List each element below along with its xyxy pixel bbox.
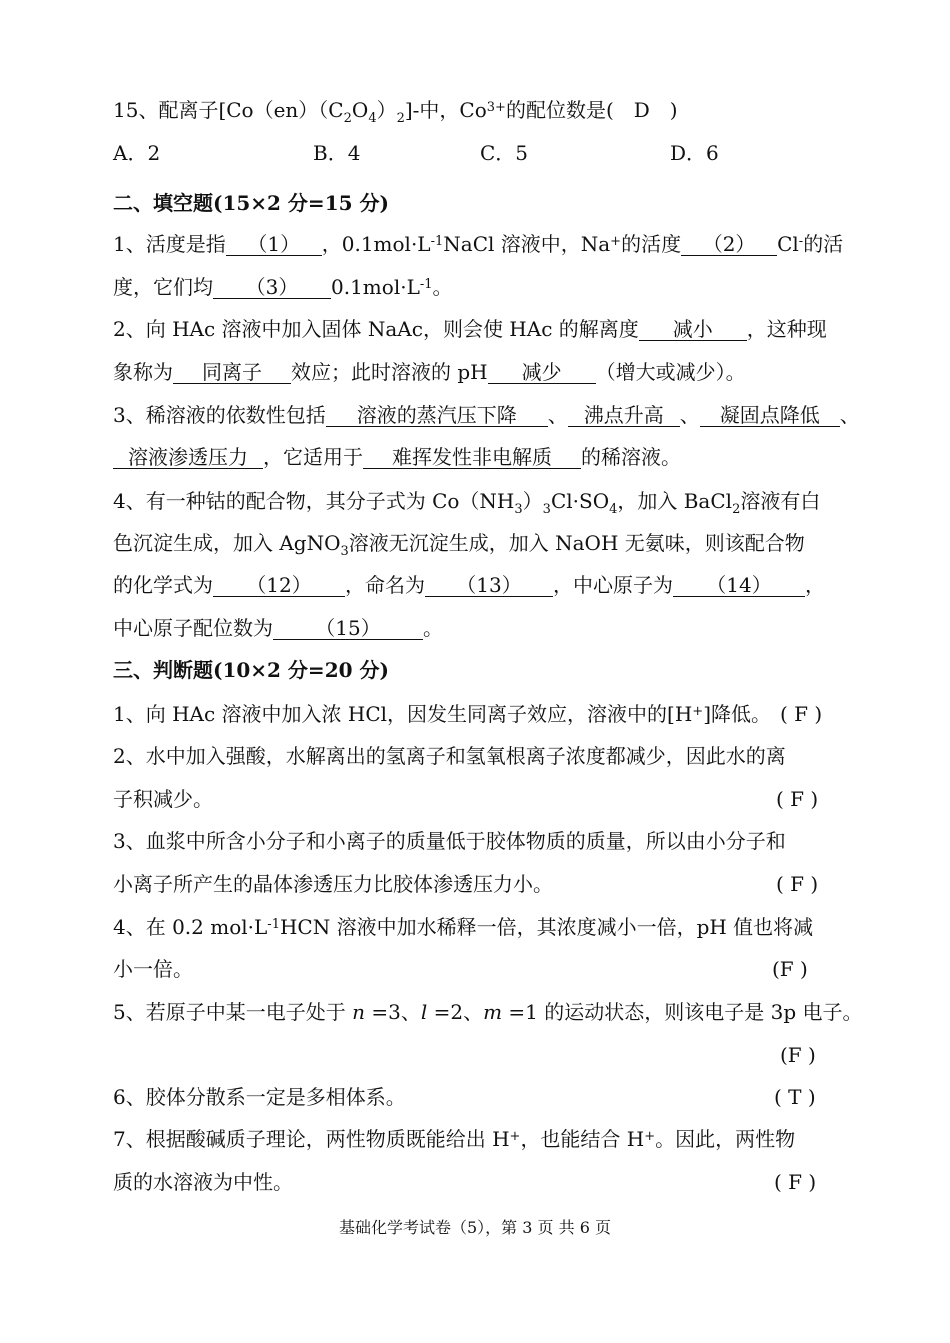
fill3-blank2: 沸点升高	[568, 404, 680, 427]
judge7-sup2: +	[644, 1129, 656, 1144]
fill2-blank3: 减少	[488, 361, 596, 384]
fill-4-line1	[113, 488, 821, 517]
judge4-sup: -1	[267, 917, 280, 932]
fill1-sup4: -1	[419, 277, 433, 292]
fill4-sub1: 3	[514, 502, 523, 517]
fill4-l: 中心原子配位数为	[113, 616, 273, 640]
fill-2-line1	[113, 316, 827, 342]
judge4-b: HCN 溶液中加水稀释一倍，其浓度减小一倍，pH 值也将减	[279, 915, 814, 939]
question-15	[113, 97, 678, 126]
q15-sub1: 2	[343, 111, 352, 126]
fill4-c: Cl·SO	[550, 489, 610, 513]
fill-4-line4	[113, 615, 443, 641]
q15-text: 15、配离子[Co（en）（C	[113, 98, 344, 122]
fill3-f: 的稀溶液。	[581, 445, 681, 469]
judge-2-line1: 2、水中加入强酸，水解离出的氢离子和氢氧根离子浓度都减少，因此水的离	[113, 744, 786, 768]
judge7-b: ，也能结合 H	[520, 1127, 645, 1151]
judge5-a: 5、若原子中某一电子处于	[113, 1000, 353, 1024]
fill2-a: 2、向 HAc 溶液中加入固体 NaAc，则会使 HAc 的解离度	[113, 317, 639, 341]
q15-end: )	[669, 98, 678, 122]
fill-4-line3	[113, 572, 825, 598]
fill3-d: 、	[839, 403, 860, 427]
judge5-b: =3、	[364, 1000, 421, 1024]
q15-sub2: 4	[368, 111, 377, 126]
fill3-blank5: 难挥发性非电解质	[363, 446, 581, 469]
fill3-blank4: 溶液渗透压力	[113, 446, 263, 469]
judge2-answer: ( F )	[776, 787, 819, 811]
judge5-l: l	[420, 1000, 428, 1024]
judge1-b: ]降低。	[703, 702, 771, 726]
fill4-sub4: 2	[732, 502, 741, 517]
fill4-blank4: （15）	[273, 617, 423, 640]
fill1-i: 。	[432, 275, 453, 299]
q15-sup: 3+	[486, 100, 506, 115]
fill1-g: 度，它们均	[113, 275, 213, 299]
fill4-blank1: （12）	[213, 574, 345, 597]
fill1-d: 的活度	[621, 232, 682, 256]
fill-1-line2	[113, 274, 453, 300]
fill1-sup1: -1	[430, 234, 444, 249]
fill4-h: 的化学式为	[113, 573, 213, 597]
judge-2-line2: 子积减少。	[113, 787, 213, 811]
fill1-sup3: -	[798, 234, 804, 249]
fill4-k: ，	[805, 573, 825, 597]
q15-mid: ]-中，Co	[404, 98, 487, 122]
judge-5-line1	[113, 999, 863, 1025]
fill1-blank2: （2）	[681, 233, 777, 256]
judge5-m: m	[483, 1000, 503, 1024]
fill1-c: NaCl 溶液中，Na	[443, 232, 611, 256]
fill4-sub5: 3	[340, 544, 349, 559]
fill4-b: ）	[522, 489, 543, 513]
judge6-answer: ( T )	[774, 1085, 816, 1109]
fill4-e: 溶液有白	[740, 489, 821, 513]
section-fill-blank-title: 二、填空题(15×2 分=15 分)	[113, 191, 389, 215]
q15-option-d: D．6	[670, 141, 719, 165]
fill1-sup2: +	[610, 234, 622, 249]
q15-after: 的配位数是(	[505, 98, 614, 122]
fill-3-line2	[113, 444, 681, 470]
fill1-e: Cl	[777, 232, 799, 256]
fill1-blank1: （1）	[226, 233, 322, 256]
fill1-b: ，0.1mol·L	[321, 232, 431, 256]
q15-o: O	[351, 98, 369, 122]
judge4-answer: (F )	[772, 957, 808, 981]
q15-option-c: C．5	[480, 141, 529, 165]
judge7-a: 7、根据酸碱质子理论，两性物质既能给出 H	[113, 1127, 510, 1151]
page-footer: 基础化学考试卷（5），第 3 页 共 6 页	[339, 1218, 611, 1237]
q15-option-a: A．2	[113, 141, 161, 165]
fill3-c: 、	[679, 403, 700, 427]
q15-option-b: B．4	[313, 141, 361, 165]
fill3-blank1: 溶液的蒸汽压下降	[326, 404, 548, 427]
q15-sub3: 2	[396, 111, 405, 126]
fill4-d: ，加入 BaCl	[617, 489, 733, 513]
judge4-a: 4、在 0.2 mol·L	[113, 915, 268, 939]
judge3-answer: ( F )	[776, 872, 819, 896]
fill1-f: 的活	[803, 232, 844, 256]
fill2-blank2: 同离子	[173, 361, 291, 384]
judge-7-line2: 质的水溶液为中性。	[113, 1170, 293, 1194]
judge1-answer: ( F )	[780, 702, 823, 726]
judge-4-line2: 小一倍。	[113, 957, 193, 981]
judge1-sup: +	[692, 704, 704, 719]
fill2-b: ，这种现	[746, 317, 827, 341]
fill-4-line2	[113, 530, 805, 559]
judge5-d: =1 的运动状态，则该电子是 3p 电子。	[502, 1000, 863, 1024]
fill4-sub3: 4	[609, 502, 618, 517]
judge7-c: 。因此，两性物	[655, 1127, 796, 1151]
judge-1	[113, 701, 771, 727]
section-judgement-title: 三、判断题(10×2 分=20 分)	[113, 658, 389, 682]
fill3-blank3: 凝固点降低	[700, 404, 840, 427]
fill2-e: （增大或减少）。	[595, 360, 746, 384]
judge-7-line1	[113, 1126, 795, 1152]
fill4-blank3: （14）	[673, 574, 805, 597]
fill1-blank3: （3）	[213, 276, 331, 299]
fill-1-line1	[113, 231, 843, 257]
judge1-a: 1、向 HAc 溶液中加入浓 HCl，因发生同离子效应，溶液中的[H	[113, 702, 693, 726]
fill4-a: 4、有一种钴的配合物，其分子式为 Co（NH	[113, 489, 515, 513]
fill4-f: 色沉淀生成，加入 AgNO	[113, 531, 341, 555]
fill2-d: 效应；此时溶液的 pH	[291, 360, 488, 384]
judge5-c: =2、	[427, 1000, 484, 1024]
fill-3-line1	[113, 402, 860, 428]
fill2-blank1: 减小	[639, 318, 747, 341]
fill4-blank2: （13）	[425, 574, 553, 597]
fill4-m: 。	[423, 616, 443, 640]
q15-answer: D	[633, 98, 650, 122]
judge-3-line2: 小离子所产生的晶体渗透压力比胶体渗透压力小。	[113, 872, 553, 896]
fill1-a: 1、活度是指	[113, 232, 226, 256]
fill3-a: 3、稀溶液的依数性包括	[113, 403, 326, 427]
fill-2-line2	[113, 359, 746, 385]
judge-6: 6、胶体分散系一定是多相体系。	[113, 1085, 406, 1109]
judge5-answer: (F )	[780, 1043, 816, 1067]
judge-3-line1: 3、血浆中所含小分子和小离子的质量低于胶体物质的质量，所以由小分子和	[113, 829, 786, 853]
fill3-e: ，它适用于	[263, 445, 363, 469]
fill4-sub2: 3	[542, 502, 551, 517]
fill4-i: ，命名为	[345, 573, 425, 597]
q15-close: ）	[376, 98, 397, 122]
judge-4-line1	[113, 914, 813, 940]
judge7-answer: ( F )	[774, 1170, 817, 1194]
judge5-n: n	[352, 1000, 365, 1024]
fill2-c: 象称为	[113, 360, 173, 384]
fill4-g: 溶液无沉淀生成，加入 NaOH 无氨味，则该配合物	[348, 531, 805, 555]
fill4-j: ，中心原子为	[553, 573, 673, 597]
judge7-sup1: +	[509, 1129, 521, 1144]
fill3-b: 、	[547, 403, 568, 427]
fill1-h: 0.1mol·L	[331, 275, 420, 299]
